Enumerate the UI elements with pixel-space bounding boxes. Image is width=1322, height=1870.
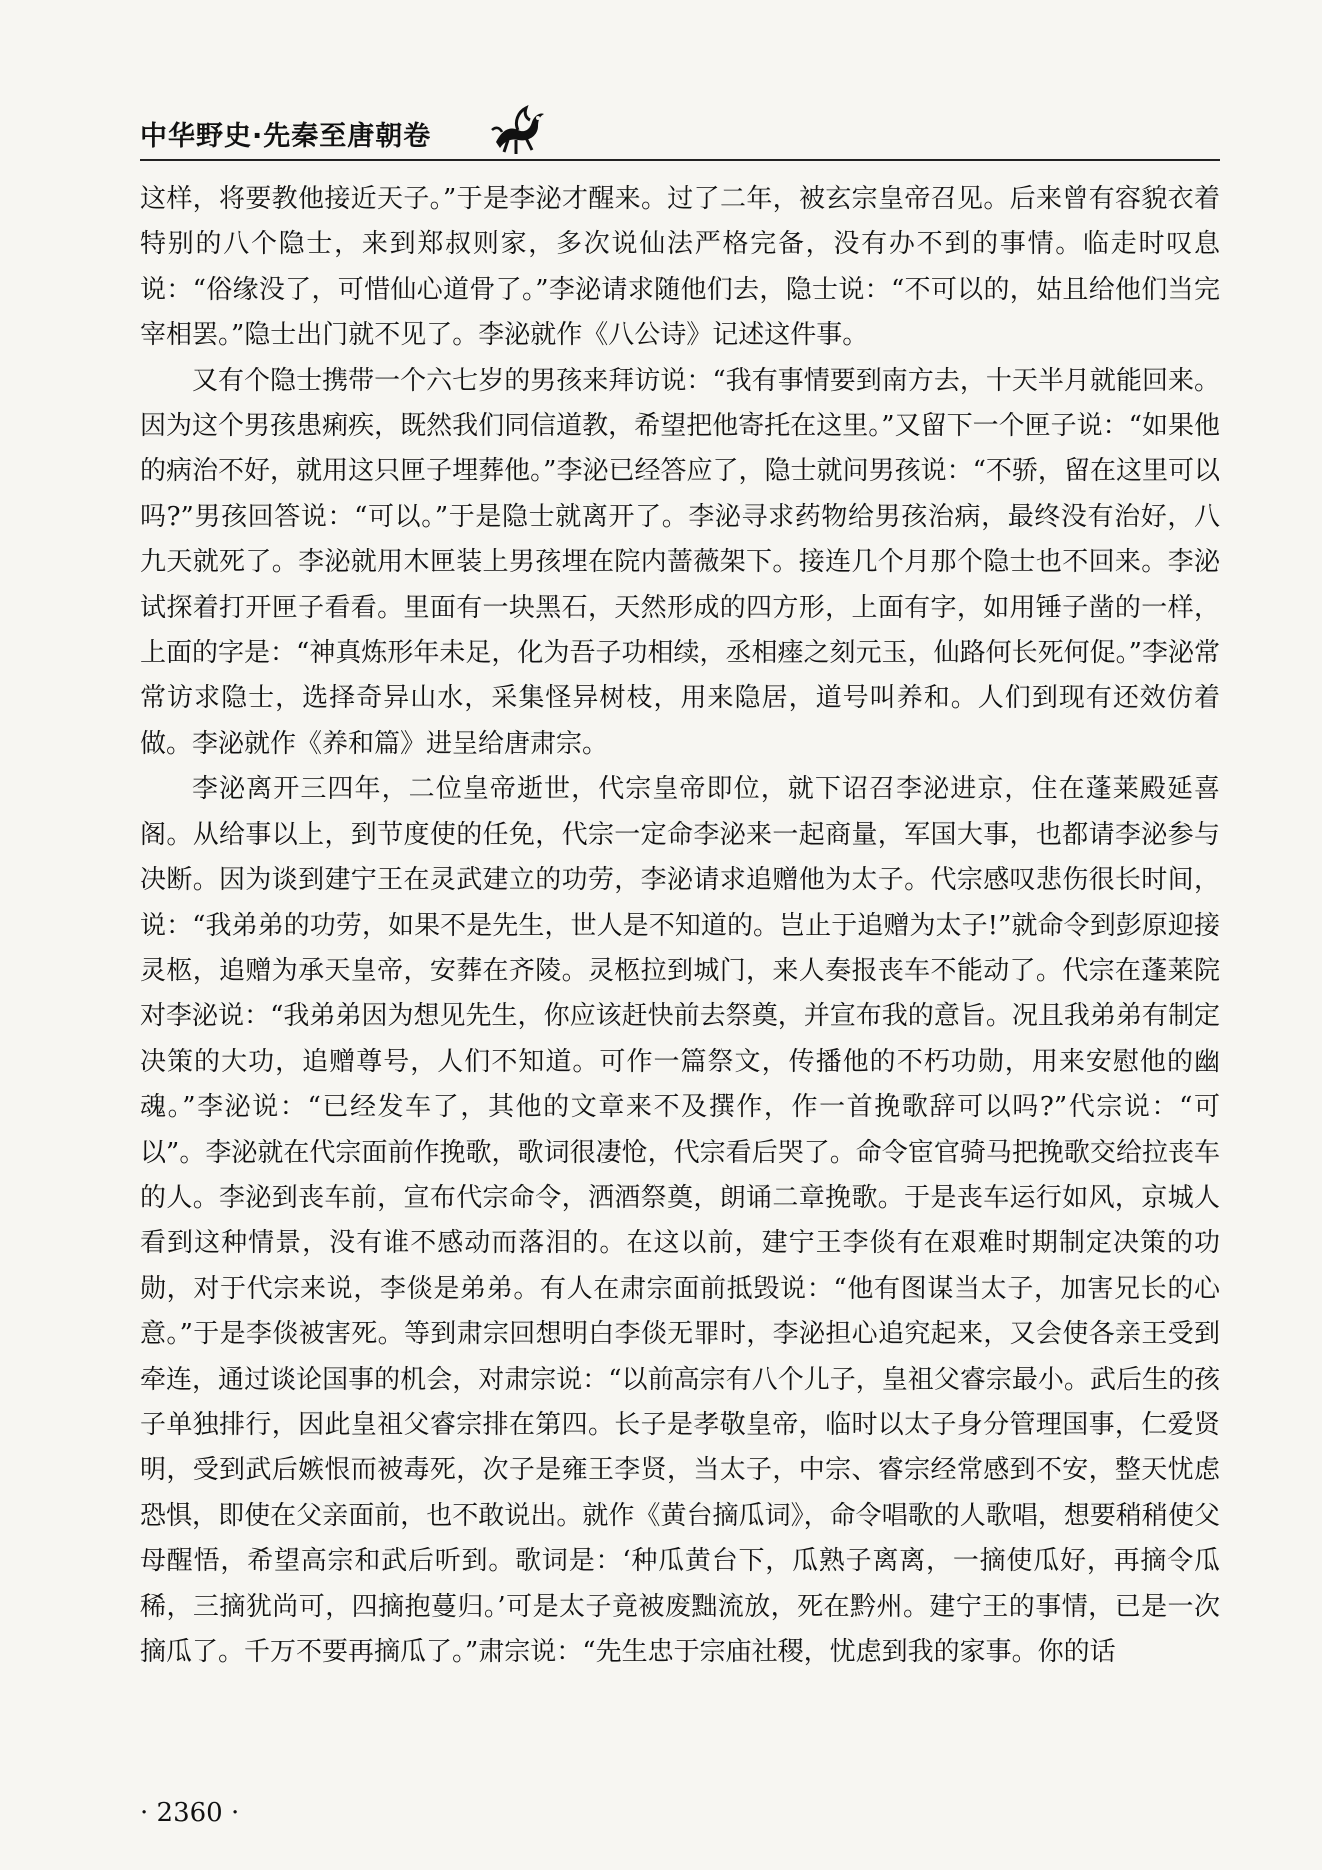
body-text xyxy=(140,177,1220,1675)
dragon-emblem-icon xyxy=(488,100,548,156)
page-number: · 2360 · xyxy=(140,1798,240,1828)
running-header xyxy=(140,100,1220,160)
paragraph: 又有个隐士携带一个六七岁的男孩来拜访说：“我有事情要到南方去，十天半月就能回来。因为这个男孩患痢疾，既然我们同信道教，希望把他寄托在这里。”又留下一个匣子说：“如果他的病治不好，就用这只匣子埋葬他。”李泌已经答应了，隐士就问男孩说：“不骄，留在这里可以吗?”男孩回答说：“可以。”于是隐士就离开了。李泌寻求药物给男孩治病，最终没有治好，八九天就死了。李泌就用木匣装上男孩埋在院内蔷薇架下。接连几个月那个隐士也不回来。李泌试探着打开匣子看看。里面有一块黑石，天然形成的四方形，上面有字，如用锤子凿的一样，上面的字是：“神真炼形年未足，化为吾子功相续，丞相瘗之刻元玉，仙路何长死何促。”李泌常常访求隐士，选择奇异山水，采集怪异树枝，用来隐居，道号叫养和。人们到现有还效仿着做。李泌就作《养和篇》进呈给唐肃宗。 xyxy=(140,365,1220,759)
paragraph: 李泌离开三四年，二位皇帝逝世，代宗皇帝即位，就下诏召李泌进京，住在蓬莱殿延喜阁。从给事以上，到节度使的任免，代宗一定命李泌来一起商量，军国大事，也都请李泌参与决断。因为谈到建宁王在灵武建立的功劳，李泌请求追赠他为太子。代宗感叹悲伤很长时间，说：“我弟弟的功劳，如果不是先生，世人是不知道的。岂止于追赠为太子!”就命令到彭原迎接灵柩，追赠为承天皇帝，安葬在齐陵。灵柩拉到城门，来人奏报丧车不能动了。代宗在蓬莱院对李泌说：“我弟弟因为想见先生，你应该赶快前去祭奠，并宣布我的意旨。况且我弟弟有制定决策的大功，追赠尊号，人们不知道。可作一篇祭文，传播他的不朽功勋，用来安慰他的幽魂。”李泌说：“已经发车了，其他的文章来不及撰作，作一首挽歌辞可以吗?”代宗说：“可以”。李泌就在代宗面前作挽歌，歌词很凄怆，代宗看后哭了。命令宦官骑马把挽歌交给拉丧车的人。李泌到丧车前，宣布代宗命令，洒酒祭奠，朗诵二章挽歌。于是丧车运行如风，京城人看到这种情景，没有谁不感动而落泪的。在这以前，建宁王李倓有在艰难时期制定决策的功勋，对于代宗来说，李倓是弟弟。有人在肃宗面前抵毁说：“他有图谋当太子，加害兄长的心意。”于是李倓被害死。等到肃宗回想明白李倓无罪时，李泌担心追究起来，又会使各亲王受到牵连，通过谈论国事的机会，对肃宗说：“以前高宗有八个儿子，皇祖父睿宗最小。武后生的孩子单独排行，因此皇祖父睿宗排在第四。长子是孝敬皇帝，临时以太子身分管理国事，仁爱贤明，受到武后嫉恨而被毒死，次子是雍王李贤，当太子，中宗、睿宗经常感到不安，整天忧虑恐惧，即使在父亲面前，也不敢说出。就作《黄台摘瓜词》，命令唱歌的人歌唱，想要稍稍使父母醒悟，希望高宗和武后听到。歌词是：‘种瓜黄台下，瓜熟子离离，一摘使瓜好，再摘令瓜稀，三摘犹尚可，四摘抱蔓归。’可是太子竟被废黜流放，死在黔州。建宁王的事情，已是一次摘瓜了。千万不要再摘瓜了。”肃宗说：“先生忠于宗庙社稷，忧虑到我的家事。你的话 xyxy=(140,774,1220,1667)
book-title: 中华野史·先秦至唐朝卷 xyxy=(140,121,432,152)
header-rule xyxy=(140,159,1220,161)
paragraph: 这样，将要教他接近天子。”于是李泌才醒来。过了二年，被玄宗皇帝召见。后来曾有容貌衣着特别的八个隐士，来到郑叔则家，多次说仙法严格完备，没有办不到的事情。临走时叹息说：“俗缘没了，可惜仙心道骨了。”李泌请求随他们去，隐士说：“不可以的，姑且给他们当完宰相罢。”隐士出门就不见了。李泌就作《八公诗》记述这件事。 xyxy=(140,184,1220,351)
